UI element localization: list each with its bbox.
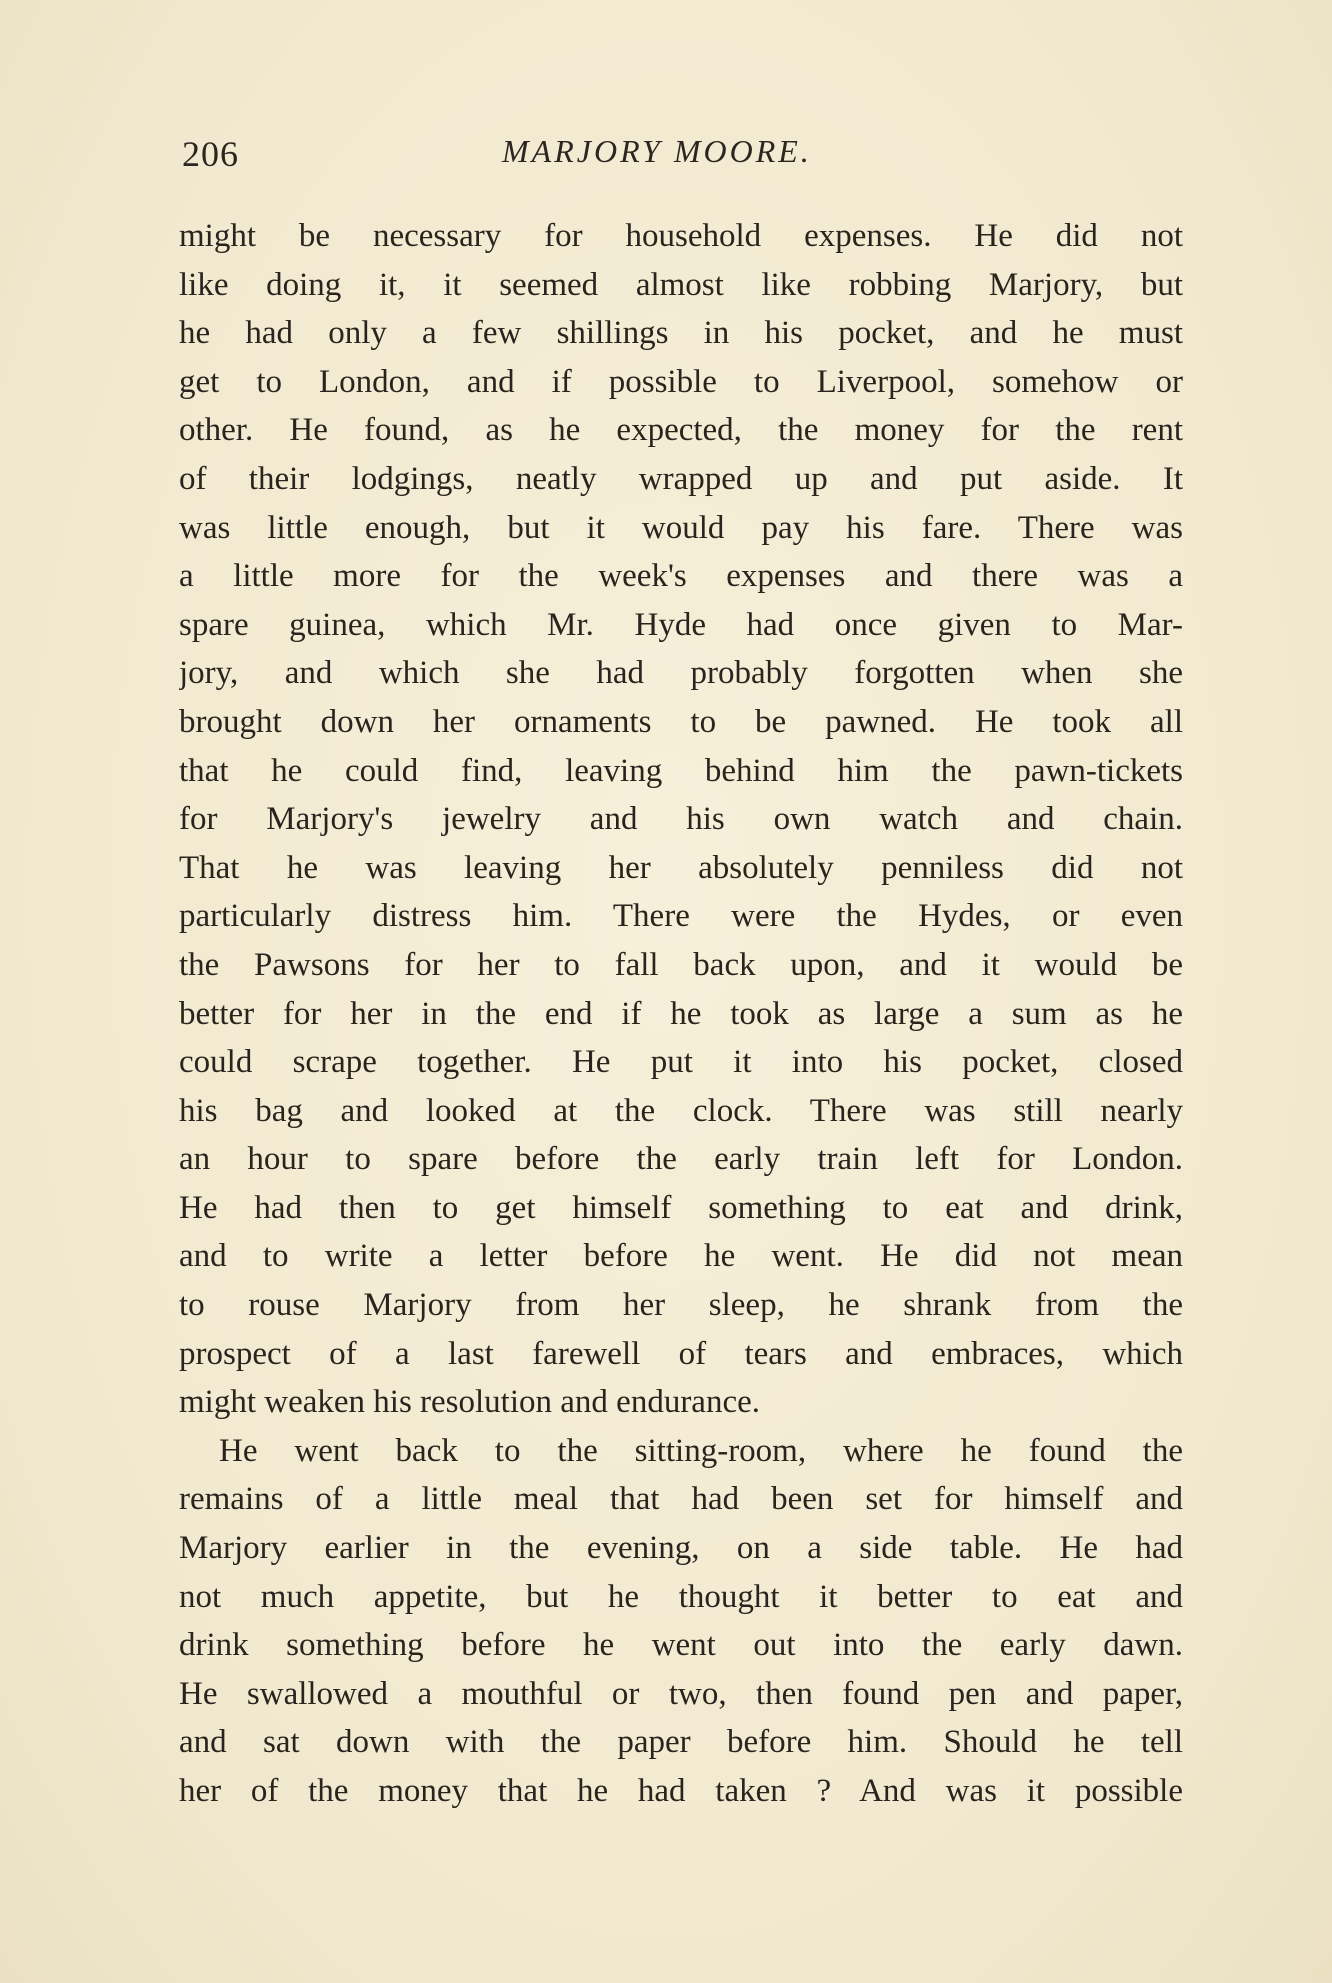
text-line: that he could find, leaving behind him the pawn-tickets [179, 752, 1183, 789]
text-line: and sat down with the paper before him. Should he tell [179, 1724, 1183, 1761]
text-line: remains of a little meal that had been set for himself and [179, 1481, 1183, 1518]
paragraph-start-line: He went back to the sitting-room, where he found the [219, 1432, 1183, 1469]
text-line: He had then to get himself something to eat and drink, [179, 1189, 1183, 1226]
text-line: might be necessary for household expenses. He did not [179, 218, 1183, 254]
text-line: He swallowed a mouthful or two, then found pen and paper, [179, 1675, 1183, 1712]
text-line: better for her in the end if he took as large a sum as he [179, 995, 1183, 1032]
text-line: drink something before he went out into the early dawn. [179, 1627, 1183, 1664]
text-line: his bag and looked at the clock. There was still nearly [179, 1092, 1183, 1129]
text-line: spare guinea, which Mr. Hyde had once given to Mar- [179, 606, 1183, 643]
text-line: and to write a letter before he went. He did not mean [179, 1238, 1183, 1275]
text-line: an hour to spare before the early train left for London. [179, 1141, 1183, 1178]
text-line: prospect of a last farewell of tears and embraces, which [179, 1335, 1183, 1372]
text-line: not much appetite, but he thought it better to eat and [179, 1578, 1183, 1615]
text-line: other. He found, as he expected, the money for the rent [179, 412, 1183, 449]
body-text [179, 212, 1183, 1816]
text-line: could scrape together. He put it into his pocket, closed [179, 1044, 1183, 1081]
text-line: brought down her ornaments to be pawned. He took all [179, 703, 1183, 740]
text-line: the Pawsons for her to fall back upon, and it would be [179, 946, 1183, 983]
text-line: to rouse Marjory from her sleep, he shrank from the [179, 1287, 1183, 1324]
text-line: get to London, and if possible to Liverpool, somehow or [179, 363, 1183, 400]
text-line: was little enough, but it would pay his fare. There was [179, 509, 1183, 546]
text-line: That he was leaving her absolutely penniless did not [179, 849, 1183, 886]
text-line: for Marjory's jewelry and his own watch and chain. [179, 801, 1183, 838]
page-number: 206 [182, 134, 239, 174]
paragraph-end-line: might weaken his resolution and endurance. [179, 1384, 760, 1421]
text-line: particularly distress him. There were the Hydes, or even [179, 898, 1183, 935]
text-line: Marjory earlier in the evening, on a side table. He had [179, 1530, 1183, 1567]
text-line: he had only a few shillings in his pocket, and he must [179, 315, 1183, 352]
text-line: like doing it, it seemed almost like robbing Marjory, but [179, 266, 1183, 303]
text-line: of their lodgings, neatly wrapped up and put aside. It [179, 460, 1183, 497]
text-line: her of the money that he had taken ? And was it possible [179, 1773, 1183, 1809]
page-header [182, 133, 1172, 181]
text-line: a little more for the week's expenses and there was a [179, 558, 1183, 595]
text-line: jory, and which she had probably forgotten when she [179, 655, 1183, 692]
running-title: MARJORY MOORE. [502, 133, 812, 169]
